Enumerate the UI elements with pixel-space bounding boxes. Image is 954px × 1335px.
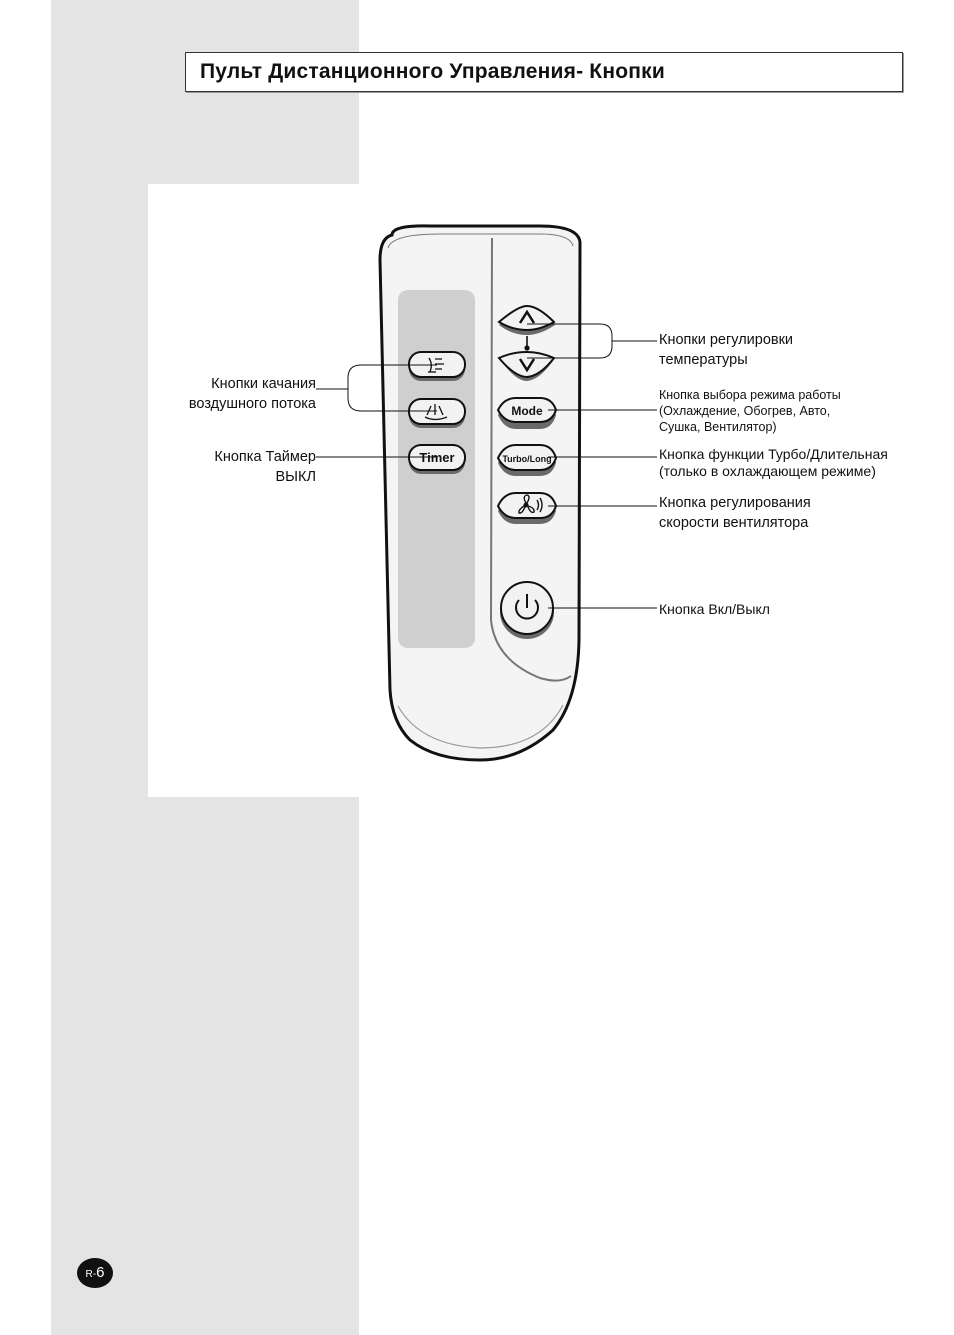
timer-button-label-text	[160, 447, 316, 487]
mode-label-line2: (Охлаждение, Обогрев, Авто,	[659, 404, 831, 418]
fan-label-line2: скорости вентилятора	[659, 515, 809, 531]
turbo-button-description	[659, 446, 888, 480]
temp-label-line1: Кнопки регулировки	[659, 332, 794, 348]
fan-label-line1: Кнопка регулирования	[659, 495, 811, 511]
mode-button[interactable]	[498, 398, 556, 429]
fan-speed-button[interactable]	[498, 493, 556, 524]
swing-vertical-button[interactable]	[409, 352, 465, 381]
timer-off-button[interactable]	[409, 445, 465, 474]
turbo-label-line1: Кнопка функции Турбо/Длительная	[659, 446, 888, 462]
fan-button-description	[659, 493, 811, 533]
page-title: Пульт Дистанционного Управления- Кнопки	[200, 60, 665, 83]
swing-label-line1: Кнопки качания	[211, 376, 316, 392]
swing-label-line2: воздушного потока	[188, 396, 316, 412]
turbo-long-button[interactable]	[498, 445, 556, 476]
temp-label-line2: температуры	[659, 352, 748, 368]
mode-label-line1: Кнопка выбора режима работы	[659, 388, 841, 402]
temperature-buttons-label	[659, 330, 793, 370]
swing-buttons-label	[160, 374, 316, 414]
power-button-description	[659, 599, 770, 619]
page-number-badge	[77, 1258, 113, 1288]
mode-button-label: Mode	[511, 404, 543, 418]
timer-button-label: Timer	[419, 450, 455, 465]
mode-label-line3: Сушка, Вентилятор)	[659, 420, 777, 434]
power-label-line1: Кнопка Вкл/Выкл	[659, 601, 770, 617]
timer-label-line2: ВЫКЛ	[275, 469, 316, 485]
mode-button-description	[659, 387, 841, 435]
page-number-prefix: R-	[85, 1269, 97, 1280]
power-button[interactable]	[500, 582, 554, 639]
swing-horizontal-button[interactable]	[409, 399, 465, 428]
page-number: 6	[96, 1264, 105, 1281]
timer-label-line1: Кнопка Таймер	[214, 449, 316, 465]
turbo-label-line2: (только в охлаждающем режиме)	[659, 463, 876, 479]
turbo-long-button-label: Turbo/Long	[502, 454, 552, 464]
